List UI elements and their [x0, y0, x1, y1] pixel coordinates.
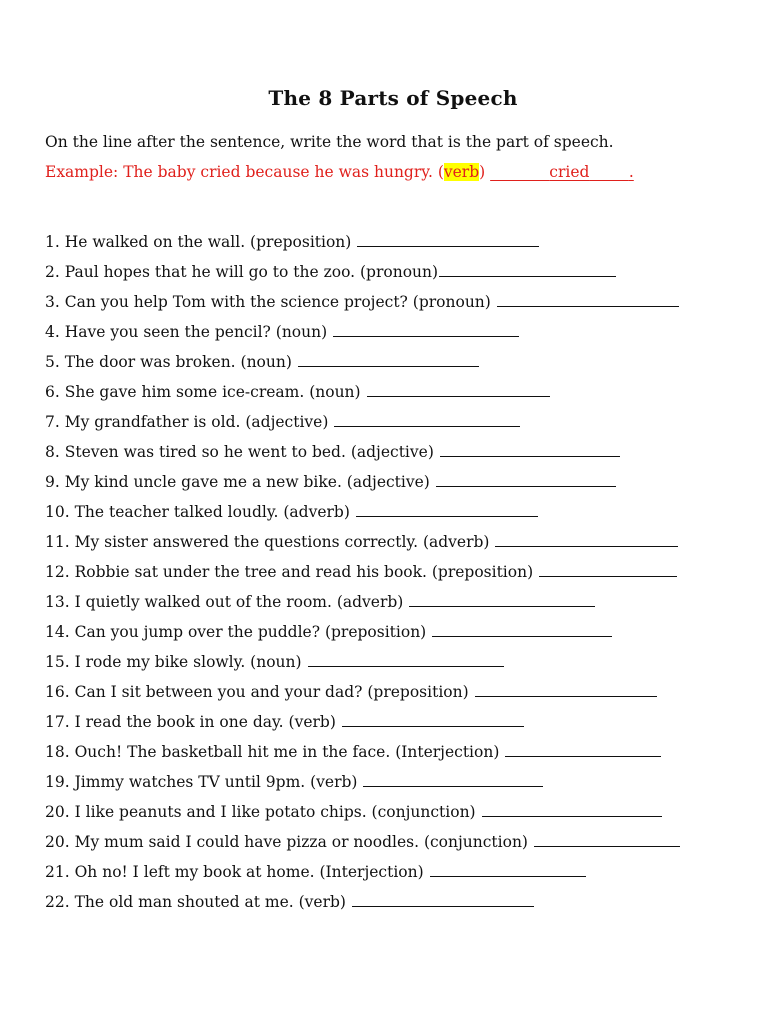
- question-item: [45, 830, 680, 860]
- question-number: 14.: [45, 623, 70, 641]
- question-text: My mum said I could have pizza or noodles. (conjunction): [74, 833, 528, 851]
- answer-blank-line[interactable]: [505, 740, 661, 757]
- question-text: Can you jump over the puddle? (preposition): [74, 623, 427, 641]
- answer-blank-line[interactable]: [439, 260, 616, 277]
- answer-blank-line[interactable]: [342, 710, 524, 727]
- question-number: 6.: [45, 383, 60, 401]
- question-number: 20.: [45, 803, 70, 821]
- question-number: 4.: [45, 323, 60, 341]
- question-text: I quietly walked out of the room. (adverb): [74, 593, 404, 611]
- question-number: 11.: [45, 533, 70, 551]
- question-item: [45, 530, 680, 560]
- question-text: Jimmy watches TV until 9pm. (verb): [74, 773, 358, 791]
- question-number: 12.: [45, 563, 70, 581]
- question-item: [45, 740, 680, 770]
- answer-blank-line[interactable]: [430, 860, 586, 877]
- question-number: 1.: [45, 233, 60, 251]
- question-item: [45, 500, 680, 530]
- answer-blank-line[interactable]: [475, 680, 657, 697]
- question-text: Can I sit between you and your dad? (preposition): [74, 683, 469, 701]
- question-number: 2.: [45, 263, 60, 281]
- answer-blank-line[interactable]: [367, 380, 550, 397]
- question-item: [45, 290, 680, 320]
- question-number: 9.: [45, 473, 60, 491]
- question-item: [45, 770, 680, 800]
- example-answer: [490, 163, 634, 181]
- question-number: 18.: [45, 743, 70, 761]
- answer-blank-line[interactable]: [308, 650, 504, 667]
- question-text: My grandfather is old. (adjective): [64, 413, 329, 431]
- question-item: [45, 620, 680, 650]
- question-text: Have you seen the pencil? (noun): [64, 323, 328, 341]
- question-item: [45, 410, 680, 440]
- question-text: Paul hopes that he will go to the zoo. (pronoun): [64, 263, 439, 281]
- question-text: She gave him some ice-cream. (noun): [64, 383, 361, 401]
- example-prefix: Example: The baby cried because he was hungry. (: [45, 163, 444, 181]
- question-number: 22.: [45, 893, 70, 911]
- question-number: 15.: [45, 653, 70, 671]
- question-item: [45, 650, 680, 680]
- question-item: [45, 440, 680, 470]
- question-number: 19.: [45, 773, 70, 791]
- question-list: [45, 230, 680, 920]
- answer-blank-line[interactable]: [357, 230, 539, 247]
- answer-blank-line[interactable]: [298, 350, 479, 367]
- answer-blank-line[interactable]: [436, 470, 616, 487]
- question-item: [45, 320, 680, 350]
- answer-blank-line[interactable]: [497, 290, 679, 307]
- question-number: 3.: [45, 293, 60, 311]
- question-item: [45, 470, 680, 500]
- question-text: I read the book in one day. (verb): [74, 713, 336, 731]
- answer-blank-line[interactable]: [495, 530, 678, 547]
- question-item: [45, 890, 680, 920]
- question-item: [45, 710, 680, 740]
- question-number: 16.: [45, 683, 70, 701]
- question-text: I rode my bike slowly. (noun): [74, 653, 302, 671]
- question-text: Ouch! The basketball hit me in the face. (Interjection): [74, 743, 500, 761]
- question-item: [45, 800, 680, 830]
- question-text: My kind uncle gave me a new bike. (adjective): [64, 473, 430, 491]
- question-number: 17.: [45, 713, 70, 731]
- answer-blank-line[interactable]: [409, 590, 595, 607]
- question-item: [45, 590, 680, 620]
- question-text: I like peanuts and I like potato chips. (conjunction): [74, 803, 476, 821]
- answer-blank-line[interactable]: [482, 800, 662, 817]
- example-highlighted-part: verb: [443, 163, 480, 181]
- question-item: [45, 230, 680, 260]
- example-answer-text: cried: [549, 163, 590, 181]
- page-title: The 8 Parts of Speech: [268, 86, 518, 110]
- question-item: [45, 380, 680, 410]
- question-text: My sister answered the questions correctly. (adverb): [74, 533, 490, 551]
- question-number: 7.: [45, 413, 60, 431]
- question-item: [45, 680, 680, 710]
- question-text: The old man shouted at me. (verb): [74, 893, 346, 911]
- example-answer-end: .: [628, 163, 634, 181]
- answer-blank-line[interactable]: [363, 770, 543, 787]
- question-item: [45, 860, 680, 890]
- answer-blank-line[interactable]: [333, 320, 519, 337]
- answer-blank-line[interactable]: [539, 560, 677, 577]
- answer-blank-line[interactable]: [432, 620, 612, 637]
- question-item: [45, 260, 680, 290]
- answer-blank-line[interactable]: [356, 500, 538, 517]
- instructions: On the line after the sentence, write the word that is the part of speech.: [45, 133, 614, 151]
- question-number: 13.: [45, 593, 70, 611]
- question-text: He walked on the wall. (preposition): [64, 233, 352, 251]
- answer-blank-line[interactable]: [534, 830, 680, 847]
- question-text: Oh no! I left my book at home. (Interjection): [74, 863, 424, 881]
- question-number: 5.: [45, 353, 60, 371]
- question-item: [45, 560, 680, 590]
- question-text: Can you help Tom with the science project? (pronoun): [64, 293, 491, 311]
- answer-blank-line[interactable]: [352, 890, 534, 907]
- example-suffix: ): [479, 163, 486, 181]
- question-number: 20.: [45, 833, 70, 851]
- question-text: Steven was tired so he went to bed. (adjective): [64, 443, 434, 461]
- question-number: 21.: [45, 863, 70, 881]
- example-line: [45, 163, 634, 181]
- question-text: The teacher talked loudly. (adverb): [74, 503, 350, 521]
- question-text: The door was broken. (noun): [64, 353, 292, 371]
- question-text: Robbie sat under the tree and read his book. (preposition): [74, 563, 534, 581]
- question-number: 8.: [45, 443, 60, 461]
- answer-blank-line[interactable]: [334, 410, 520, 427]
- question-number: 10.: [45, 503, 70, 521]
- question-item: [45, 350, 680, 380]
- answer-blank-line[interactable]: [440, 440, 620, 457]
